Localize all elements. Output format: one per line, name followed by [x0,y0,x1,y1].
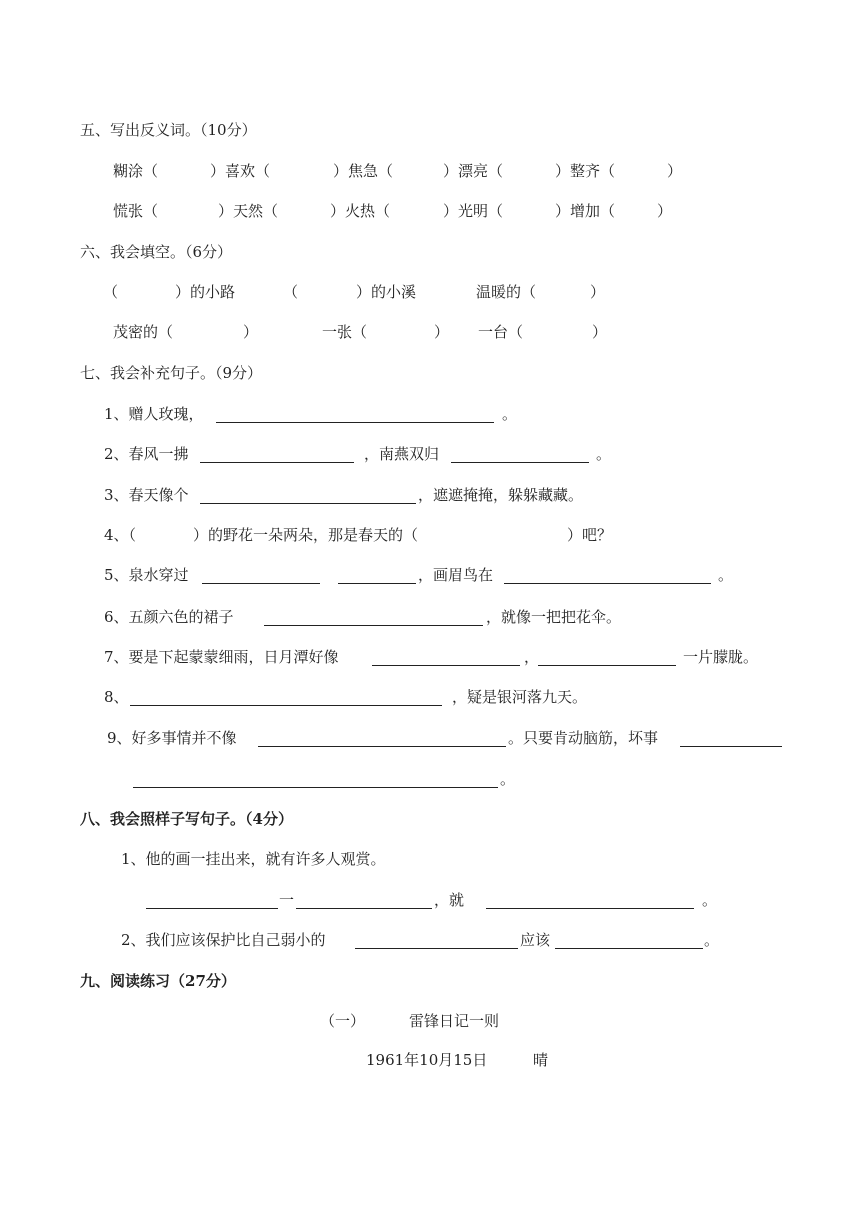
antonym-item: ）整齐（ [555,162,616,180]
fill-item: （ [103,283,119,301]
sentence-text: 3、春天像个 [104,486,189,504]
antonym-item: 慌张（ [113,202,159,220]
sentence-text: 。 [596,445,612,463]
sentence-text: ， [524,648,540,666]
sentence-text: ，遮遮掩掩，躲躲藏藏。 [418,486,584,504]
fill-item: ） [592,323,608,341]
sentence-text: 一片朦胧。 [683,648,759,666]
fill-item: 茂密的（ [113,323,174,341]
antonym-item: ）增加（ [555,202,616,220]
sentence-text: 应该 [520,931,551,949]
answer-line[interactable] [555,948,703,949]
answer-line[interactable] [296,908,432,909]
fill-item: （ [283,283,299,301]
sentence-text: 。 [502,405,518,423]
sentence-text: 9、好多事情并不像 [107,729,237,747]
sentence-text: ，就像一把把花伞。 [486,608,622,626]
fill-item: 一台（ [478,323,524,341]
fill-item: ）的小路 [175,283,236,301]
sentence-text: 2、春风一拂 [104,445,189,463]
sentence-text: 4、（ [104,526,137,544]
sentence-text: 。 [704,931,720,949]
antonym-item: ）光明（ [443,202,504,220]
answer-line[interactable] [133,787,498,788]
antonym-item: 糊涂（ [113,162,159,180]
answer-line[interactable] [202,583,320,584]
antonym-item: ）漂亮（ [443,162,504,180]
antonym-item: ）喜欢（ [210,162,271,180]
section-8-heading: 八、我会照样子写句子。（4分） [80,810,293,828]
sentence-text: 8、 [104,688,129,706]
example-sentence: 1、他的画一挂出来，就有许多人观赏。 [121,850,386,868]
answer-line[interactable] [216,422,494,423]
answer-line[interactable] [680,746,782,747]
sentence-text: ，南燕双归 [364,445,440,463]
sentence-text: ，画眉鸟在 [418,566,494,584]
answer-line[interactable] [200,462,354,463]
fill-item: ）的小溪 [356,283,417,301]
fill-item: ） [590,283,606,301]
sentence-text: 一 [279,891,295,909]
sentence-text: 。 [702,891,718,909]
sentence-text: ）吧？ [567,526,613,544]
answer-line[interactable] [338,583,416,584]
diary-weather: 晴 [533,1051,549,1069]
answer-line[interactable] [486,908,694,909]
answer-line[interactable] [258,746,506,747]
sentence-text: ）的野花一朵两朵，那是春天的（ [193,526,419,544]
answer-line[interactable] [130,705,442,706]
sentence-text: 5、泉水穿过 [104,566,189,584]
sentence-text: 。 [500,770,516,788]
passage-title: 雷锋日记一则 [409,1012,500,1030]
answer-line[interactable] [504,583,711,584]
sentence-text: 2、我们应该保护比自己弱小的 [121,931,326,949]
fill-item: 温暖的（ [476,283,537,301]
sentence-text: ，就 [434,891,465,909]
answer-line[interactable] [538,665,676,666]
answer-line[interactable] [355,948,518,949]
answer-line[interactable] [372,665,520,666]
antonym-item: ）天然（ [218,202,279,220]
sentence-text: 6、五颜六色的裙子 [104,608,234,626]
fill-item: 一张（ [322,323,368,341]
antonym-item: ） [667,162,683,180]
antonym-item: ）火热（ [330,202,391,220]
antonym-item: ） [657,202,673,220]
section-6-heading: 六、我会填空。（6分） [80,243,233,261]
answer-line[interactable] [451,462,589,463]
sentence-text: 7、要是下起蒙蒙细雨，日月潭好像 [104,648,339,666]
section-7-heading: 七、我会补充句子。（9分） [80,364,263,382]
section-9-heading: 九、阅读练习（27分） [80,972,236,990]
sentence-text: 。只要肯动脑筋，坏事 [508,729,659,747]
fill-item: ） [434,323,450,341]
sentence-text: 1、赠人玫瑰， [104,405,204,423]
sentence-text: 。 [718,566,734,584]
answer-line[interactable] [264,625,483,626]
sentence-text: ，疑是银河落九天。 [452,688,588,706]
antonym-item: ）焦急（ [333,162,394,180]
diary-date: 1961年10月15日 [366,1051,488,1069]
passage-number: （一） [320,1012,366,1030]
answer-line[interactable] [200,503,416,504]
section-5-heading: 五、写出反义词。（10分） [80,121,257,139]
answer-line[interactable] [146,908,278,909]
fill-item: ） [243,323,259,341]
